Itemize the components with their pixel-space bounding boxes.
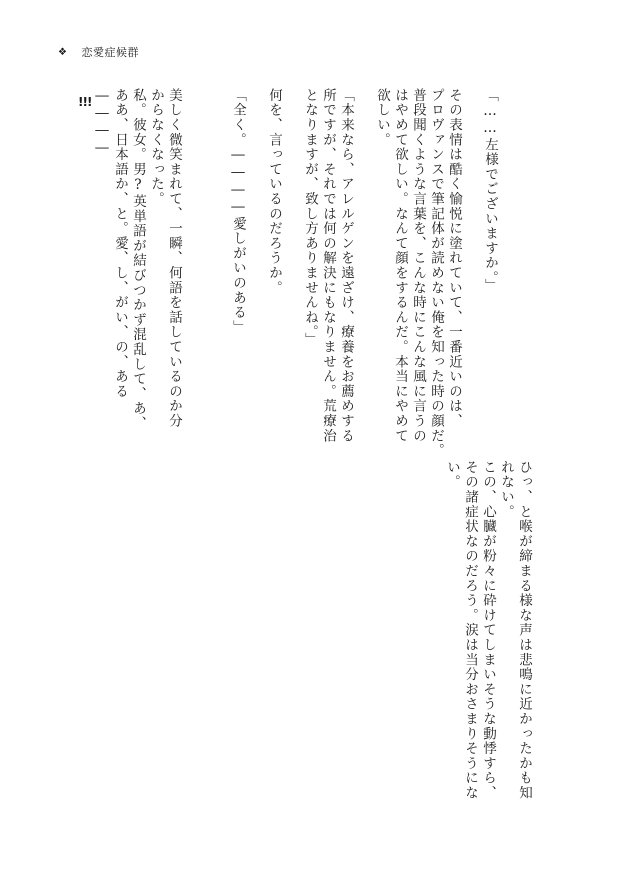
left-text-block xyxy=(93,88,183,433)
narration-line: 普段聞くような言葉を、こんな時にこんな風に言うの xyxy=(410,88,426,444)
narration-line: 欲しい。 xyxy=(374,88,390,148)
dialogue-line: 「全く。――――愛しがいのある」 xyxy=(230,88,246,335)
running-header xyxy=(58,44,139,60)
dialogue-line: 「……左様でございますか。」 xyxy=(482,88,498,294)
dialogue-line: 所ですが、それでは何の解決にもなりません。荒療治 xyxy=(320,88,336,444)
narration-line: この、心臓が粉々に砕けてしまいそうな動悸すら、 xyxy=(480,460,496,801)
bottom-text-block xyxy=(443,460,533,822)
narration-line: 私。彼女。男?英単語が結びつかず混乱して、あ、 xyxy=(130,88,146,431)
narration-line: その諸症状なのだろう。涙は当分おさまりそうにない。 xyxy=(444,460,478,801)
header-title: 恋愛症候群 xyxy=(81,46,139,59)
narration-line: 美しく微笑まれて、一瞬、何語を話しているのか分 xyxy=(166,88,182,429)
narration-line: はやめて欲しい。なんて顔をするんだ。本当にやめて xyxy=(392,88,408,444)
narration-line: プロヴァンスで筆記体が読めない俺を知った時の顔だ。 xyxy=(428,88,444,458)
narration-line: れない。 xyxy=(498,460,514,520)
exclamation-marks: !!! xyxy=(78,95,92,109)
narration-line: ああ、日本語か、と。愛、し、がい、の、ある―――― xyxy=(94,88,128,399)
main-text-block xyxy=(229,88,499,468)
narration-line: からなくなった。 xyxy=(148,88,164,207)
narration-line: 何を、言っているのだろうか。 xyxy=(266,88,282,296)
diamond-ornament-icon: ❖ xyxy=(58,46,68,58)
narration-line: その表情は酷く愉悦に塗れていて、一番近いのは、 xyxy=(446,88,462,429)
narration-line: ひっ、と喉が締まる様な声は悲鳴に近かったかも知 xyxy=(516,460,532,801)
dialogue-line: となりますが、致し方ありませんね。」 xyxy=(302,88,318,348)
dialogue-line: 「本来なら、アレルゲンを遠ざけ、療養をお薦めする xyxy=(338,88,354,444)
